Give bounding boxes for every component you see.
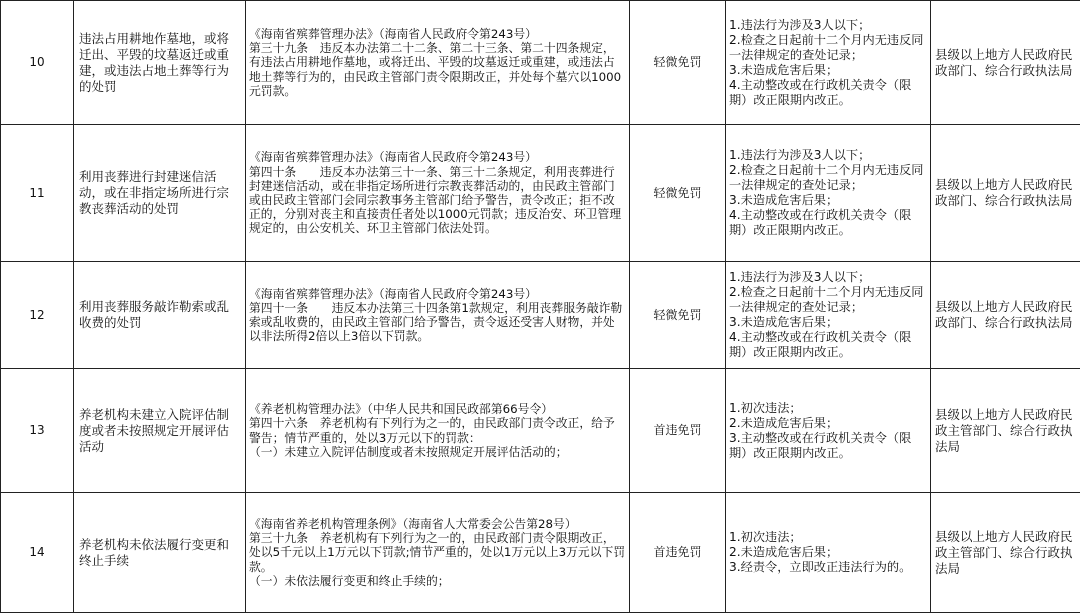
exemption-type: 轻微免罚 <box>630 125 726 262</box>
exemption-type: 首违免罚 <box>630 369 726 493</box>
exemption-type: 轻微免罚 <box>630 262 726 369</box>
legal-basis: 《海南省殡葬管理办法》（海南省人民政府令第243号） 第四十条 违反本办法第三十一条、第三十二条规定，利用丧葬进行封建迷信活动，或在非指定场所进行宗教丧葬活动的，由民政主管部门或由民政主管部门会同宗教事务主管部门给予警告，责令改正；拒不改正的，分别对丧主和直接责任者处以1000元罚款；违反治安、环卫管理规定的，由公安机关、环卫主管部门依法处罚。 <box>246 125 630 262</box>
exemption-type: 轻微免罚 <box>630 1 726 125</box>
table-row <box>1 125 1080 262</box>
row-number: 14 <box>1 493 74 613</box>
table-row <box>1 1 1080 125</box>
enforcement-agency: 县级以上地方人民政府民政主管部门、综合行政执法局 <box>931 369 1080 493</box>
legal-basis: 《海南省养老机构管理条例》（海南省人大常委会公告第28号） 第三十九条 养老机构有下列行为之一的，由民政部门责令限期改正，处以5千元以上1万元以下罚款;情节严重的，处以1万元以上3万元以下罚款。 （一）未依法履行变更和终止手续的； <box>246 493 630 613</box>
violation-item: 利用丧葬服务敲诈勒索或乱收费的处罚 <box>74 262 246 369</box>
legal-basis: 《海南省殡葬管理办法》（海南省人民政府令第243号） 第四十一条 违反本办法第三十四条第1款规定，利用丧葬服务敲诈勒索或乱收费的，由民政主管部门给予警告，责令返还受害人财物，并处以非法所得2倍以上3倍以下罚款。 <box>246 262 630 369</box>
table-row <box>1 262 1080 369</box>
table-row <box>1 493 1080 613</box>
legal-basis: 《养老机构管理办法》（中华人民共和国民政部第66号令） 第四十六条 养老机构有下列行为之一的，由民政部门责令改正，给予警告；情节严重的，处以3万元以下的罚款： （一）未建立入院评估制度或者未按照规定开展评估活动的； <box>246 369 630 493</box>
exemption-conditions: 1.违法行为涉及3人以下； 2.检查之日起前十二个月内无违反同一法律规定的查处记录； 3.未造成危害后果； 4.主动整改或在行政机关责令（限期）改正限期内改正。 <box>726 125 931 262</box>
row-number: 12 <box>1 262 74 369</box>
violation-item: 违法占用耕地作墓地，或将迁出、平毁的坟墓返迁或重建，或违法占地土葬等行为的处罚 <box>74 1 246 125</box>
enforcement-agency: 县级以上地方人民政府民政部门、综合行政执法局 <box>931 262 1080 369</box>
table-row <box>1 369 1080 493</box>
enforcement-agency: 县级以上地方人民政府民政部门、综合行政执法局 <box>931 125 1080 262</box>
enforcement-agency: 县级以上地方人民政府民政主管部门、综合行政执法局 <box>931 493 1080 613</box>
exemption-conditions: 1.初次违法； 2.未造成危害后果； 3.经责令，立即改正违法行为的。 <box>726 493 931 613</box>
exemption-type: 首违免罚 <box>630 493 726 613</box>
exemption-conditions: 1.初次违法； 2.未造成危害后果； 3.主动整改或在行政机关责令（限期）改正限期内改正。 <box>726 369 931 493</box>
violation-item: 养老机构未依法履行变更和终止手续 <box>74 493 246 613</box>
row-number: 10 <box>1 1 74 125</box>
row-number: 13 <box>1 369 74 493</box>
violation-item: 养老机构未建立入院评估制度或者未按照规定开展评估活动 <box>74 369 246 493</box>
violation-item: 利用丧葬进行封建迷信活动，或在非指定场所进行宗教丧葬活动的处罚 <box>74 125 246 262</box>
legal-basis: 《海南省殡葬管理办法》（海南省人民政府令第243号） 第三十九条 违反本办法第二十二条、第二十三条、第二十四条规定，有违法占用耕地作墓地，或将迁出、平毁的坟墓返迁或重建，或违法占地土葬等行为的，由民政主管部门责令限期改正，并处每个墓穴以1000元罚款。 <box>246 1 630 125</box>
row-number: 11 <box>1 125 74 262</box>
exemption-conditions: 1.违法行为涉及3人以下； 2.检查之日起前十二个月内无违反同一法律规定的查处记录； 3.未造成危害后果； 4.主动整改或在行政机关责令（限期）改正限期内改正。 <box>726 1 931 125</box>
exemption-conditions: 1.违法行为涉及3人以下； 2.检查之日起前十二个月内无违反同一法律规定的查处记录； 3.未造成危害后果； 4.主动整改或在行政机关责令（限期）改正限期内改正。 <box>726 262 931 369</box>
enforcement-agency: 县级以上地方人民政府民政部门、综合行政执法局 <box>931 1 1080 125</box>
